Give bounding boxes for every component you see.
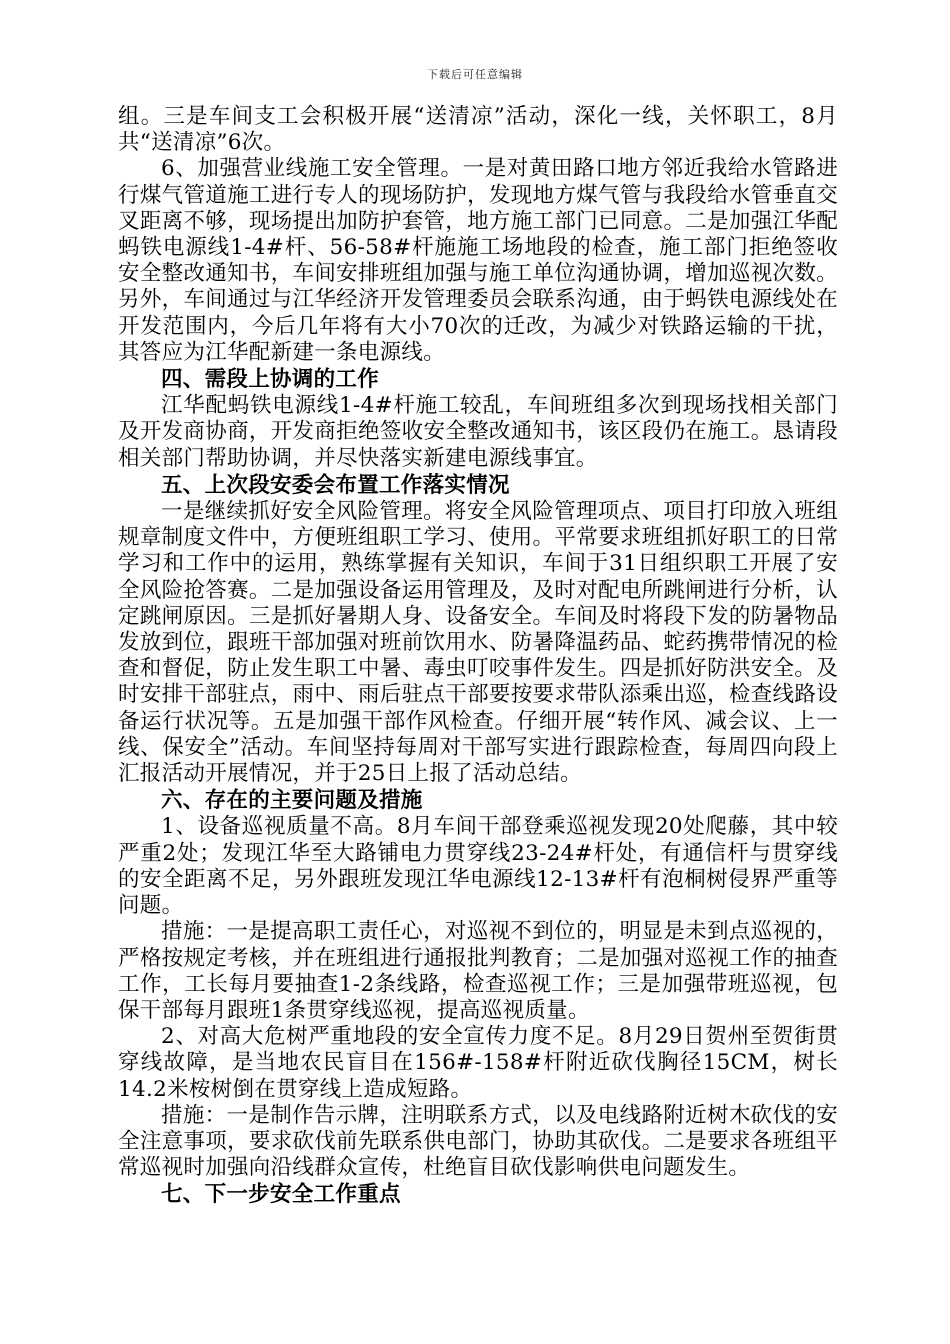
paragraph-problem-2: 2、对高大危树严重地段的安全宣传力度不足。8月29日贺州至贺街贯穿线故障，是当地农民盲目在156#-158#杆附近砍伐胸径15CM，树长14.2米桉树倒在贯穿线上造成短路。 bbox=[118, 1024, 838, 1102]
section-heading-5: 五、上次段安委会布置工作落实情况 bbox=[161, 472, 510, 498]
document-body bbox=[118, 104, 838, 1209]
section-heading-4: 四、需段上协调的工作 bbox=[161, 367, 380, 393]
paragraph-problem-1: 1、设备巡视质量不高。8月车间干部登乘巡视发现20处爬藤，其中较严重2处；发现江华至大路铺电力贯穿线23-24#杆处，有通信杆与贯穿线的安全距离不足，另外跟班发现江华电源线12-13#杆有泡桐树侵界严重等问题。 bbox=[118, 814, 838, 919]
paragraph-section-4: 江华配蚂铁电源线1-4#杆施工较乱，车间班组多次到现场找相关部门及开发商协商，开发商拒绝签收安全整改通知书，该区段仍在施工。恳请段相关部门帮助协调，并尽快落实新建电源线事宜。 bbox=[118, 393, 838, 471]
paragraph-measure-1: 措施：一是提高职工责任心，对巡视不到位的，明显是未到点巡视的，严格按规定考核，并在班组进行通报批判教育；二是加强对巡视工作的抽查工作，工长每月要抽查1-2条线路，检查巡视工作；三是加强带班巡视，包保干部每月跟班1条贯穿线巡视，提高巡视质量。 bbox=[118, 919, 838, 1023]
section-heading-7: 七、下一步安全工作重点 bbox=[161, 1182, 401, 1208]
page-header: 下载后可任意编辑 bbox=[427, 68, 523, 81]
paragraph-section-5: 一是继续抓好安全风险管理。将安全风险管理项点、项目打印放入班组规章制度文件中，方便班组职工学习、使用。平常要求班组抓好职工的日常学习和工作中的运用，熟练掌握有关知识，车间于31日组织职工开展了安全风险抢答赛。二是加强设备运用管理及，及时对配电所跳闸进行分析，认定跳闸原因。三是抓好暑期人身、设备安全。车间及时将段下发的防暑物品发放到位，跟班干部加强对班前饮用水、防暑降温药品、蛇药携带情况的检查和督促，防止发生职工中暑、毒虫叮咬事件发生。四是抓好防洪安全。及时安排干部驻点，雨中、雨后驻点干部要按要求带队添乘出巡，检查线路设备运行状况等。五是加强干部作风检查。仔细开展“转作风、减会议、上一线、保安全”活动。车间坚持每周对干部写实进行跟踪检查，每周四向段上汇报活动开展情况，并于25日上报了活动总结。 bbox=[118, 499, 838, 787]
paragraph-measure-2: 措施：一是制作告示牌，注明联系方式，以及电线路附近树木砍伐的安全注意事项，要求砍伐前先联系供电部门，协助其砍伐。二是要求各班组平常巡视时加强向沿线群众宣传，杜绝盲目砍伐影响供电问题发生。 bbox=[118, 1102, 838, 1181]
section-heading-6: 六、存在的主要问题及措施 bbox=[161, 788, 423, 814]
paragraph-item-6: 6、加强营业线施工安全管理。一是对黄田路口地方邻近我给水管路进行煤气管道施工进行专人的现场防护，发现地方煤气管与我段给水管垂直交叉距离不够，现场提出加防护套管，地方施工部门已同意。二是加强江华配蚂铁电源线1-4#杆、56-58#杆施施工场地段的检查，施工部门拒绝签收安全整改通知书，车间安排班组加强与施工单位沟通协调，增加巡视次数。另外，车间通过与江华经济开发管理委员会联系沟通，由于蚂铁电源线处在开发范围内，今后几年将有大小70次的迁改，为减少对铁路运输的干扰，其答应为江华配新建一条电源线。 bbox=[118, 156, 838, 365]
paragraph-continuation: 组。三是车间支工会积极开展“送清凉”活动，深化一线，关怀职工，8月共“送清凉”6次。 bbox=[118, 104, 838, 156]
